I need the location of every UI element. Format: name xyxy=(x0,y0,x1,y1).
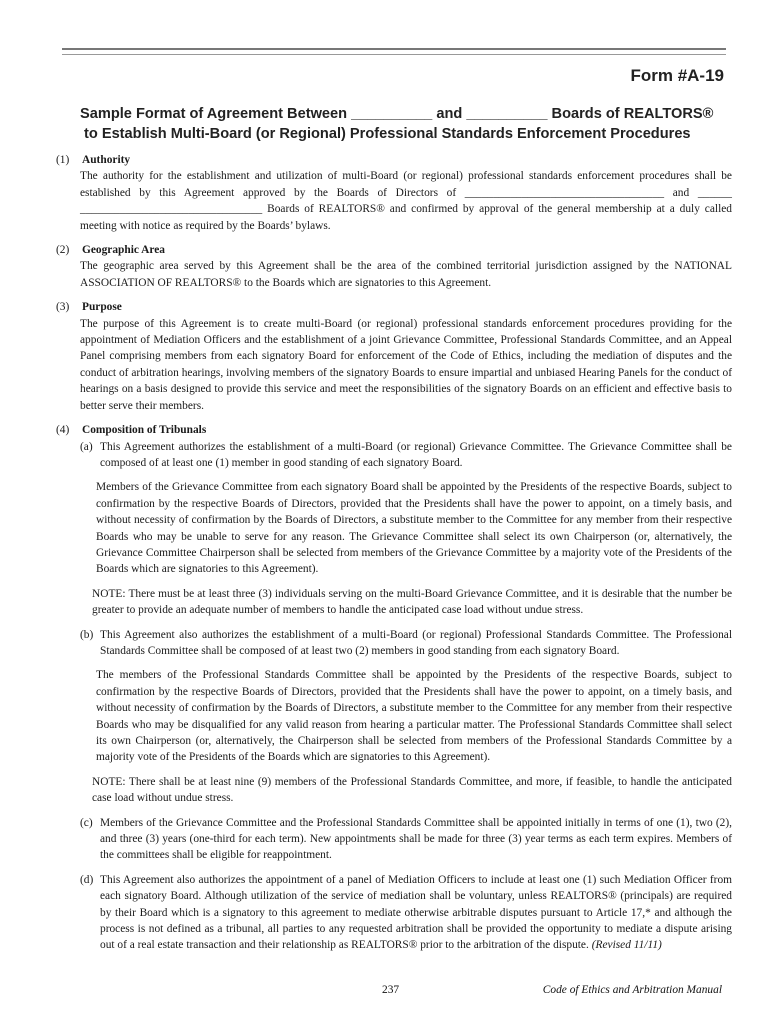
section-title: Authority xyxy=(82,154,131,166)
section-text: The authority for the establishment and utilization of multi-Board (or regional) professional standards enforcement procedures shall be established by this Agreement approved by the Boards of Directors of ___________________________________ and ______ ________________________________ Boards of REALTORS® and confirmed by approval of the general membership at a duly called meeting with notice as required by the Boards’ bylaws. xyxy=(80,170,732,232)
subsection-label: (d) xyxy=(80,873,94,886)
note-text: NOTE: There shall be at least nine (9) members of the Professional Standards Committee, and more, if feasible, to handle the anticipated case load without undue stress. xyxy=(92,775,732,805)
form-id: Form #A-19 xyxy=(630,66,724,85)
note-text: NOTE: There must be at least three (3) individuals serving on the multi-Board Grievance Committee, and it is desirable that the number be greater to provide an adequate number of members to handle the anticipated case load without undue stress. xyxy=(92,587,732,617)
section-number: (3) xyxy=(56,301,70,314)
subsection-d xyxy=(80,872,732,954)
revised-note: (Revised 11/11) xyxy=(591,939,662,952)
subsection-b xyxy=(80,627,732,660)
title-line-1: Sample Format of Agreement Between __________ and __________ Boards of REALTORS® xyxy=(80,106,714,122)
subsection-text: Members of the Grievance Committee and the Professional Standards Committee shall be appointed initially in terms of one (1), two (2), and three (3) years (one-third for each term). New appointments shall be made for three (3) year terms as each term expires. Members of the committees shall be eligible for reappointment. xyxy=(100,816,732,862)
section-number: (1) xyxy=(56,154,70,166)
section-text: The purpose of this Agreement is to create multi-Board (or regional) professional standards enforcement procedures providing for the appointment of Mediation Officers and the establishment of a joint Grievance Committee, Professional Standards Committee, and an Appeal Panel comprising members from each signatory Board for enforcement of the Code of Ethics, including the mediation of disputes and the conduct of arbitration hearings, involving members of the signatory Boards to ensure impartial and unbiased Hearing Panels for the conduct of hearings on a basis designed to provide this service and meet the responsibilities of the signatory Boards on an efficient and effective basis to better serve their members. xyxy=(80,317,732,412)
section-title: Geographic Area xyxy=(82,244,165,257)
section-geographic-area xyxy=(56,242,732,291)
subsection-label: (a) xyxy=(80,440,93,453)
title-line-2: to Establish Multi-Board (or Regional) Professional Standards Enforcement Procedures xyxy=(84,126,691,142)
page-number: 237 xyxy=(382,984,400,996)
subsection-paragraph: The members of the Professional Standards Committee shall be appointed by the Presidents of the respective Boards, subject to confirmation by the respective Boards of Directors, provided that the Presidents shall have the power to appoint, on a timely basis, and without necessity of confirmation by the Boards of Directors, a substitute member to the Committee for any member from their respective Boards who may be disqualified for any valid reason from hearing a particular matter. The Professional Standards Committee shall select its own Chairperson (or, alternatively, the Chairperson shall be selected from members of the Professional Standards Committee by a majority vote of the Presidents of the Boards which are signatories to this Agreement). xyxy=(96,669,732,764)
subsection-text: This Agreement authorizes the establishment of a multi-Board (or regional) Grievance Committee. The Grievance Committee shall be composed of at least one (1) member in good standing of each signatory Board. xyxy=(100,440,732,469)
subsection-d-body: This Agreement also authorizes the appointment of a panel of Mediation Officers to include at least one (1) such Mediation Officer from each signatory Board. Although utilization of the service of mediation shall be voluntary, unless REALTORS® (principals) are required by their Board which is a signatory to this agreement to mediate otherwise arbitrable disputes pursuant to Article 17,* and although the process is not defined as a tribunal, all parties to any requested arbitration shall be provided the opportunity to mediate a dispute arising out of a real estate transaction and their relationship as REALTORS® prior to the arbitration of the dispute. xyxy=(100,873,732,952)
section-composition-of-tribunals xyxy=(56,422,732,954)
section-title: Composition of Tribunals xyxy=(82,424,207,437)
subsection-text xyxy=(100,872,732,954)
section-number: (4) xyxy=(56,424,70,437)
subsection-label: (c) xyxy=(80,816,93,829)
top-rule-thin xyxy=(62,54,726,55)
section-text: The geographic area served by this Agreement shall be the area of the combined territorial jurisdiction assigned by the NATIONAL ASSOCIATION OF REALTORS® to the Boards which are signatories to this Agreement. xyxy=(80,260,732,289)
subsection-a xyxy=(80,439,732,472)
document-body xyxy=(56,152,732,962)
document-title xyxy=(78,104,738,144)
top-rule xyxy=(62,48,726,50)
section-title: Purpose xyxy=(82,301,122,314)
subsection-paragraph: Members of the Grievance Committee from each signatory Board shall be appointed by the Presidents of the respective Boards, subject to confirmation by the respective Boards of Directors, provided that the Presidents shall have the power to appoint, on a timely basis, and without necessity of confirmation by the Boards of Directors, a substitute member to the Committee for any member from their respective Boards who may be unable to serve for any reason. The Grievance Committee shall select its own Chairperson (or, alternatively, the Grievance Committee Chairperson shall be selected from members of the Grievance Committee by a majority vote of the Presidents of the Boards which are signatories to this Agreement). xyxy=(96,481,732,576)
subsection-label: (b) xyxy=(80,628,94,641)
section-number: (2) xyxy=(56,244,70,257)
section-purpose xyxy=(56,299,732,414)
section-authority xyxy=(56,152,732,234)
subsection-c xyxy=(80,815,732,864)
manual-title: Code of Ethics and Arbitration Manual xyxy=(542,984,722,996)
subsection-text: This Agreement also authorizes the establishment of a multi-Board (or regional) Professional Standards Committee. The Professional Standards Committee shall be composed of at least two (2) members in good standing from each signatory Board. xyxy=(100,628,732,657)
